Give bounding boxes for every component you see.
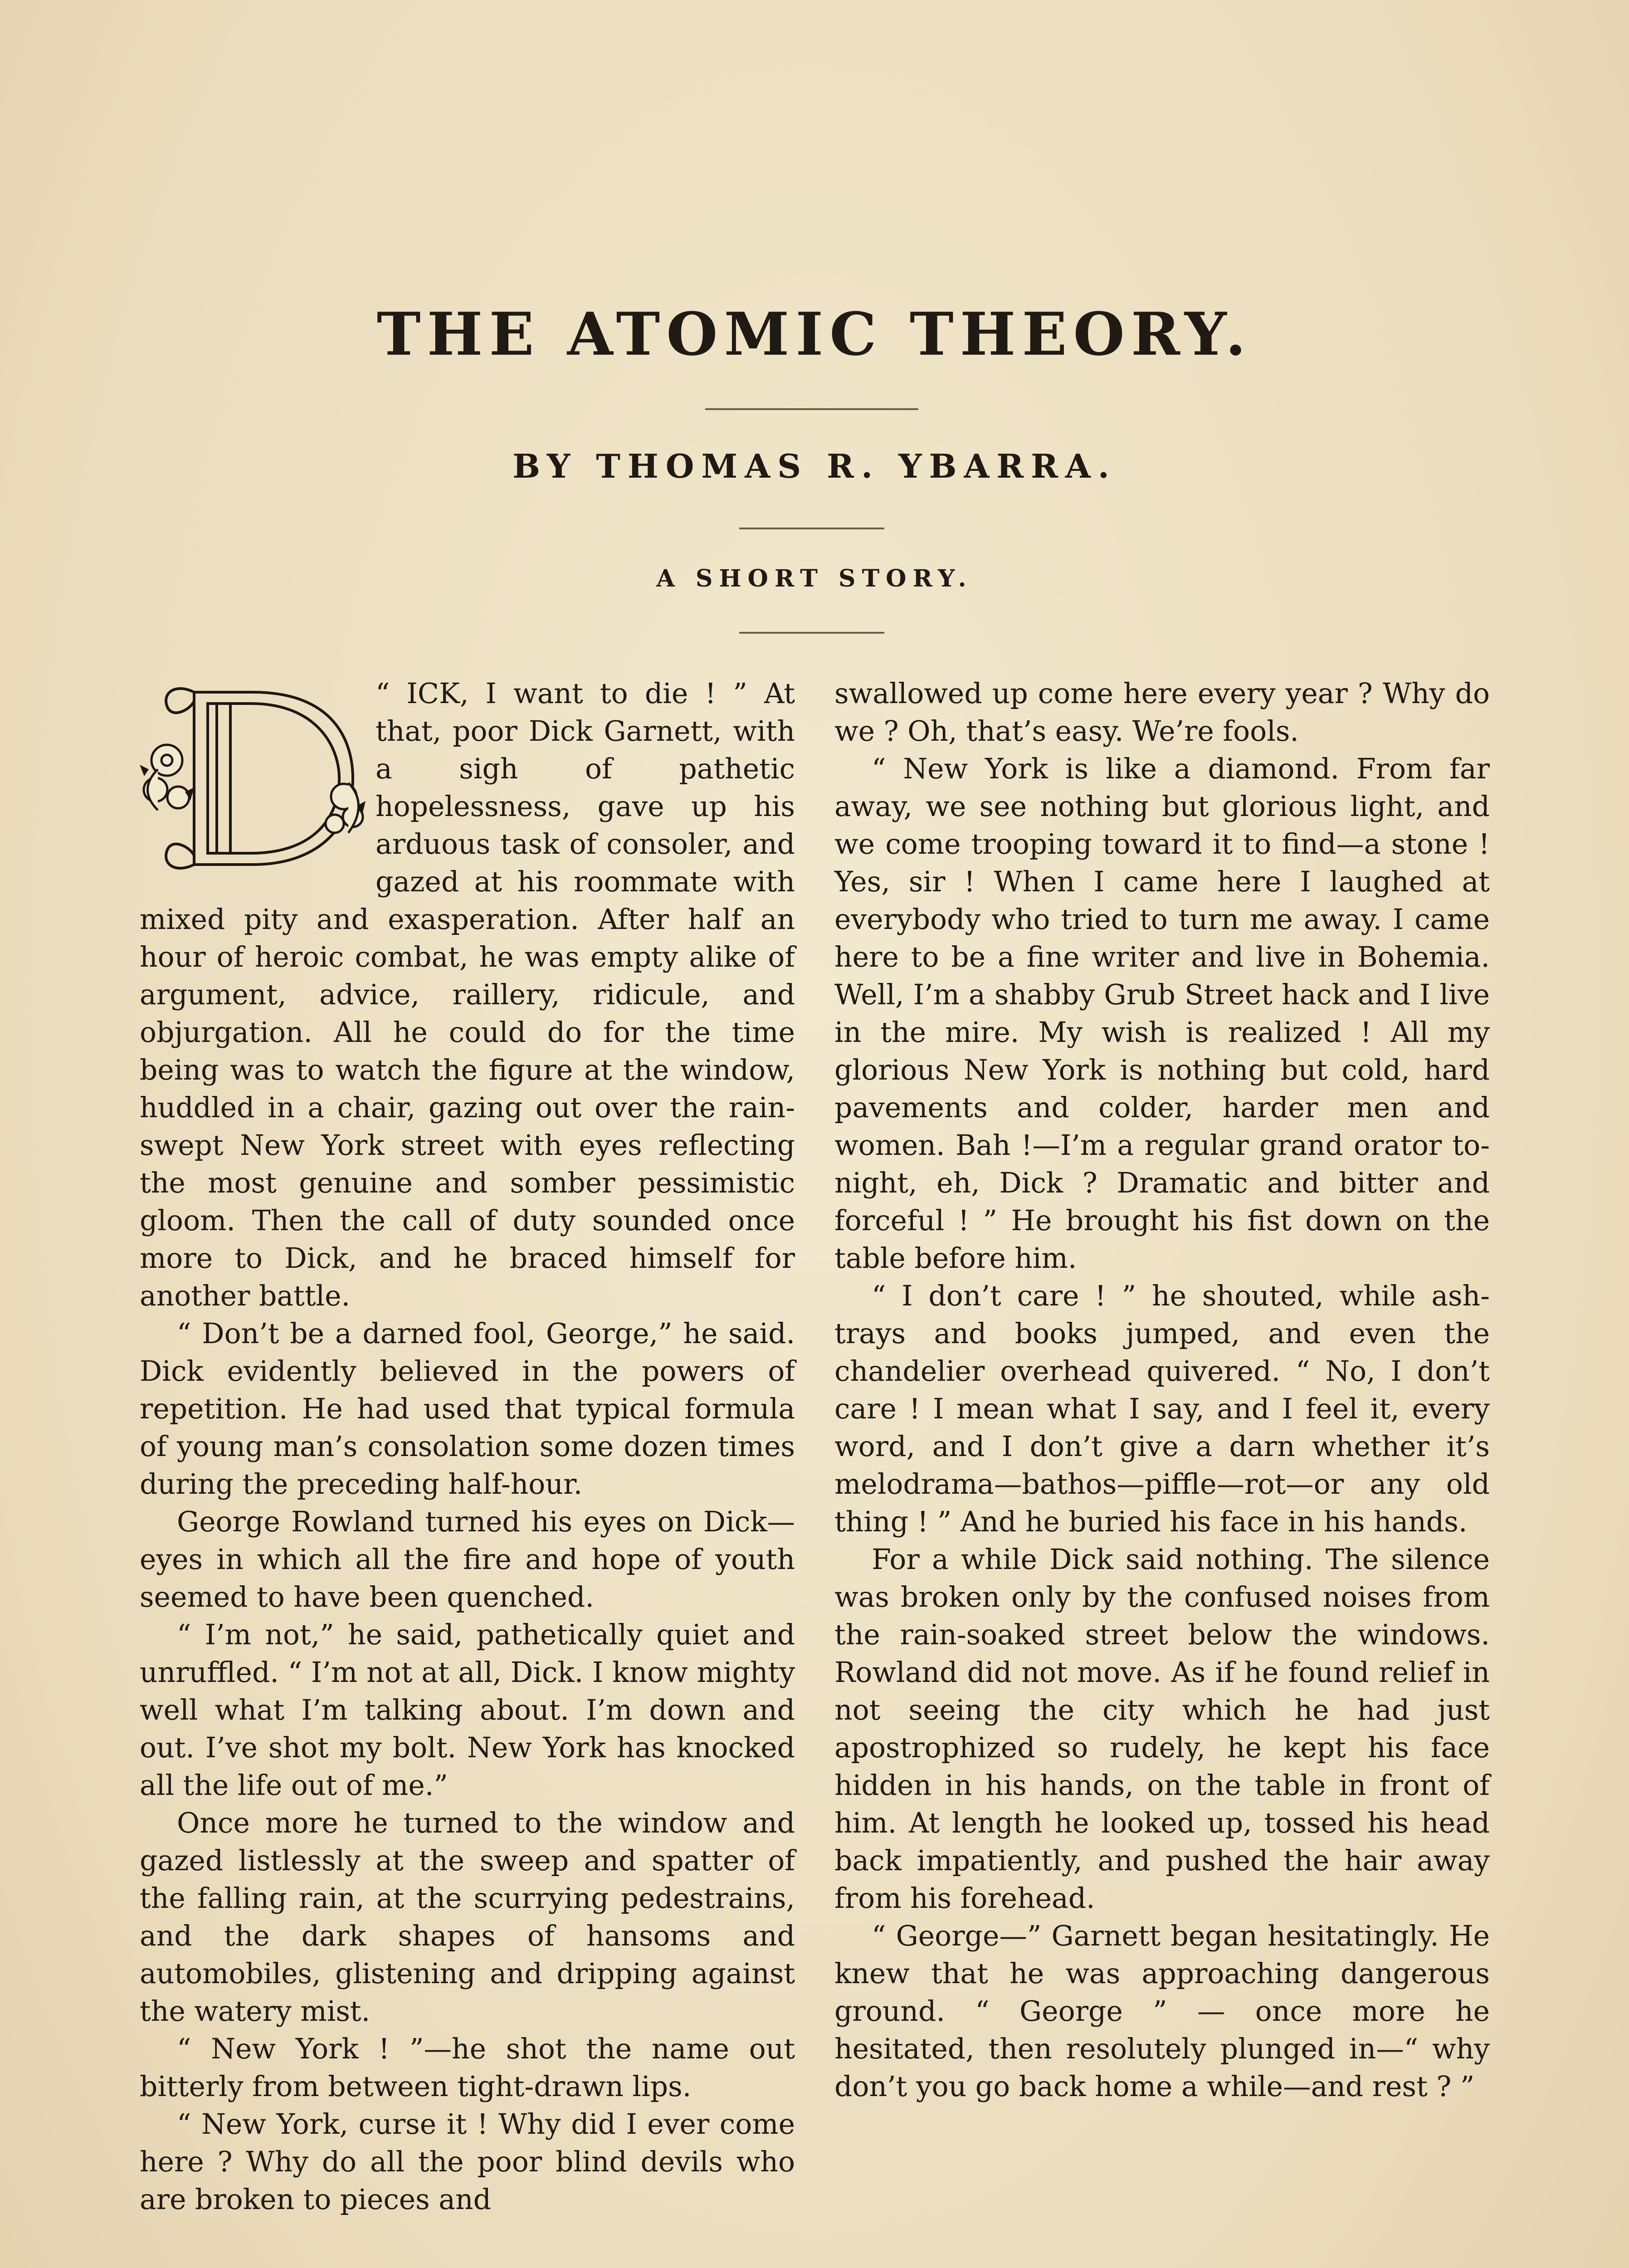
article-kicker: A SHORT STORY. bbox=[656, 565, 973, 592]
paragraph: “ I’m not,” he said, pathetically quiet and unruffled. “ I’m not at all, Dick. I know mighty well what I’m talking about. I’m down and out. I’ve shot my bolt. New York has knocked all the life out of me.” bbox=[140, 1618, 795, 1802]
paragraph: George Rowland turned his eyes on Dick—eyes in which all the fire and hope of youth seemed to have been quenched. bbox=[140, 1505, 795, 1613]
paragraph: “ New York ! ”—he shot the name out bitterly from between tight-drawn lips. bbox=[140, 2033, 795, 2103]
paragraph: “ ICK, I want to die ! ” At that, poor Dick Garnett, with a sigh of pathetic hopelessness, gave up his arduous task of consoler, and gazed at his roommate with mixed pity and exasperation. After half an hour of heroic combat, he was empty alike of argument, advice, raillery, ridicule, and objurgation. All he could do for the time being was to watch the figure at the window, huddled in a chair, gazing out over the rain-swept New York street with eyes reflecting the most genuine and somber pessimistic gloom. Then the call of duty sounded once more to Dick, and he braced himself for another battle. bbox=[140, 677, 795, 1312]
paragraph: “ I don’t care ! ” he shouted, while ash-trays and books jumped, and even the chandelier overhead quivered. “ No, I don’t care ! I mean what I say, and I feel it, every word, and I don’t give a darn whether it’s melodrama—bathos—piffle—rot—or any old thing ! ” And he buried his face in his hands. bbox=[834, 1280, 1490, 1538]
paragraph: Once more he turned to the window and gazed listlessly at the sweep and spatter of the falling rain, at the scurrying pedestrains, and the dark shapes of hansoms and automobiles, glistening and dripping against the watery mist. bbox=[140, 1807, 795, 2028]
right-column bbox=[834, 675, 1490, 2268]
dropcap-letter-d-icon bbox=[140, 679, 366, 878]
paragraph: For a while Dick said nothing. The silence was broken only by the confused noises from the rain-soaked street below the windows. Rowland did not move. As if he found relief in not seeing the city which he had just apostrophized so rudely, he kept his face hidden in his hands, on the table in front of him. At length he looked up, tossed his head back impatiently, and pushed the hair away from his forehead. bbox=[834, 1543, 1490, 1915]
title-rule bbox=[705, 408, 918, 410]
article-title: THE ATOMIC THEORY. bbox=[376, 299, 1253, 369]
kicker-rule bbox=[739, 632, 884, 634]
paragraph: “ New York is like a diamond. From far away, we see nothing but glorious light, and we come trooping toward it to find—a stone ! Yes, sir ! When I came here I laughed at everybody who tried to turn me away. I came here to be a fine writer and live in Bohemia. Well, I’m a shabby Grub Street hack and I live in the mire. My wish is realized ! All my glorious New York is nothing but cold, hard pavements and colder, harder men and women. Bah !—I’m a regular grand orator to-night, eh, Dick ? Dramatic and bitter and forceful ! ” He brought his fist down on the table before him. bbox=[834, 753, 1490, 1275]
byline-rule bbox=[739, 528, 884, 529]
paragraph: “ New York, curse it ! Why did I ever come here ? Why do all the poor blind devils who are broken to pieces and bbox=[140, 2108, 795, 2216]
paragraph: “ George—” Garnett began hesitatingly. He knew that he was approaching dangerous ground. “ George ” — once more he hesitated, then resolutely plunged in—“ why don’t you go back home a while—and rest ? ” bbox=[834, 1920, 1490, 2103]
left-column bbox=[140, 675, 795, 2268]
article-byline: BY THOMAS R. YBARRA. bbox=[512, 447, 1117, 485]
paragraph: swallowed up come here every year ? Why do we ? Oh, that’s easy. We’re fools. bbox=[834, 677, 1490, 748]
paragraph: “ Don’t be a darned fool, George,” he said. Dick evidently believed in the powers of repetition. He had used that typical formula of young man’s consolation some dozen times during the preceding half-hour. bbox=[140, 1317, 795, 1501]
